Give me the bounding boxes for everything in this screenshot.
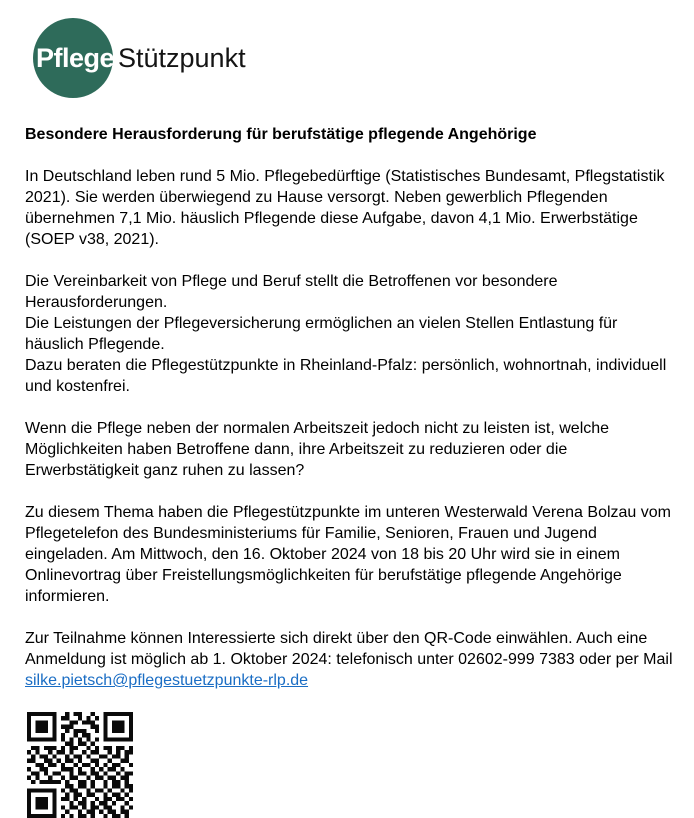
paragraph-intro: In Deutschland leben rund 5 Mio. Pflegebedürftige (Statistisches Bundesamt, Pflegstatistik 2021). Sie werden überwiegend zu Hause versorgt. Neben gewerblich Pflegenden übernehmen 7,1 Mio. häuslich Pflegende diese Aufgabe, davon 4,1 Mio. Erwerbstätige (SOEP v38, 2021). <box>25 168 665 248</box>
paragraph-line: Dazu beraten die Pflegestützpunkte in Rheinland-Pfalz: persönlich, wohnortnah, individuell und kostenfrei. <box>25 357 667 395</box>
logo-circle-text: Pflege <box>35 42 115 73</box>
paragraph-line: Die Vereinbarkeit von Pflege und Beruf stellt die Betroffenen vor besondere Herausforderungen. <box>25 273 558 311</box>
paragraph-vortrag: Zu diesem Thema haben die Pflegestützpunkte im unteren Westerwald Verena Bolzau vom Pflegetelefon des Bundesministeriums für Familie, Senioren, Frauen und Jugend eingeladen. Am Mittwoch, den 16. Oktober 2024 von 18 bis 20 Uhr wird sie in einem Onlinevortrag über Freistellungsmöglichkeiten für berufstätige pflegende Angehörige informieren. <box>25 504 671 605</box>
article-heading: Besondere Herausforderung für berufstätige pflegende Angehörige <box>25 126 537 143</box>
article <box>25 124 673 818</box>
paragraph-teilnahme <box>25 628 673 691</box>
logo-circle-icon <box>33 18 113 98</box>
paragraph-vereinbarkeit <box>25 271 673 397</box>
paragraph-frage: Wenn die Pflege neben der normalen Arbeitszeit jedoch nicht zu leisten ist, welche Möglichkeiten haben Betroffene dann, ihre Arbeitszeit zu reduzieren oder die Erwerbstätigkeit ganz ruhen zu lassen? <box>25 420 610 479</box>
paragraph-teilnahme-text: Zur Teilnahme können Interessierte sich direkt über den QR-Code einwählen. Auch eine Anmeldung ist möglich ab 1. Oktober 2024: telefonisch unter 02602-999 7383 oder per Mail <box>25 630 673 668</box>
logo-wordmark: Stützpunkt <box>118 42 246 73</box>
email-link[interactable]: silke.pietsch@pflegestuetzpunkte-rlp.de <box>25 672 309 689</box>
qr-code <box>27 712 133 818</box>
qr-code-svg <box>27 712 133 818</box>
paragraph-line: Die Leistungen der Pflegeversicherung ermöglichen an vielen Stellen Entlastung für häuslich Pflegende. <box>25 315 618 353</box>
logo <box>33 18 672 98</box>
